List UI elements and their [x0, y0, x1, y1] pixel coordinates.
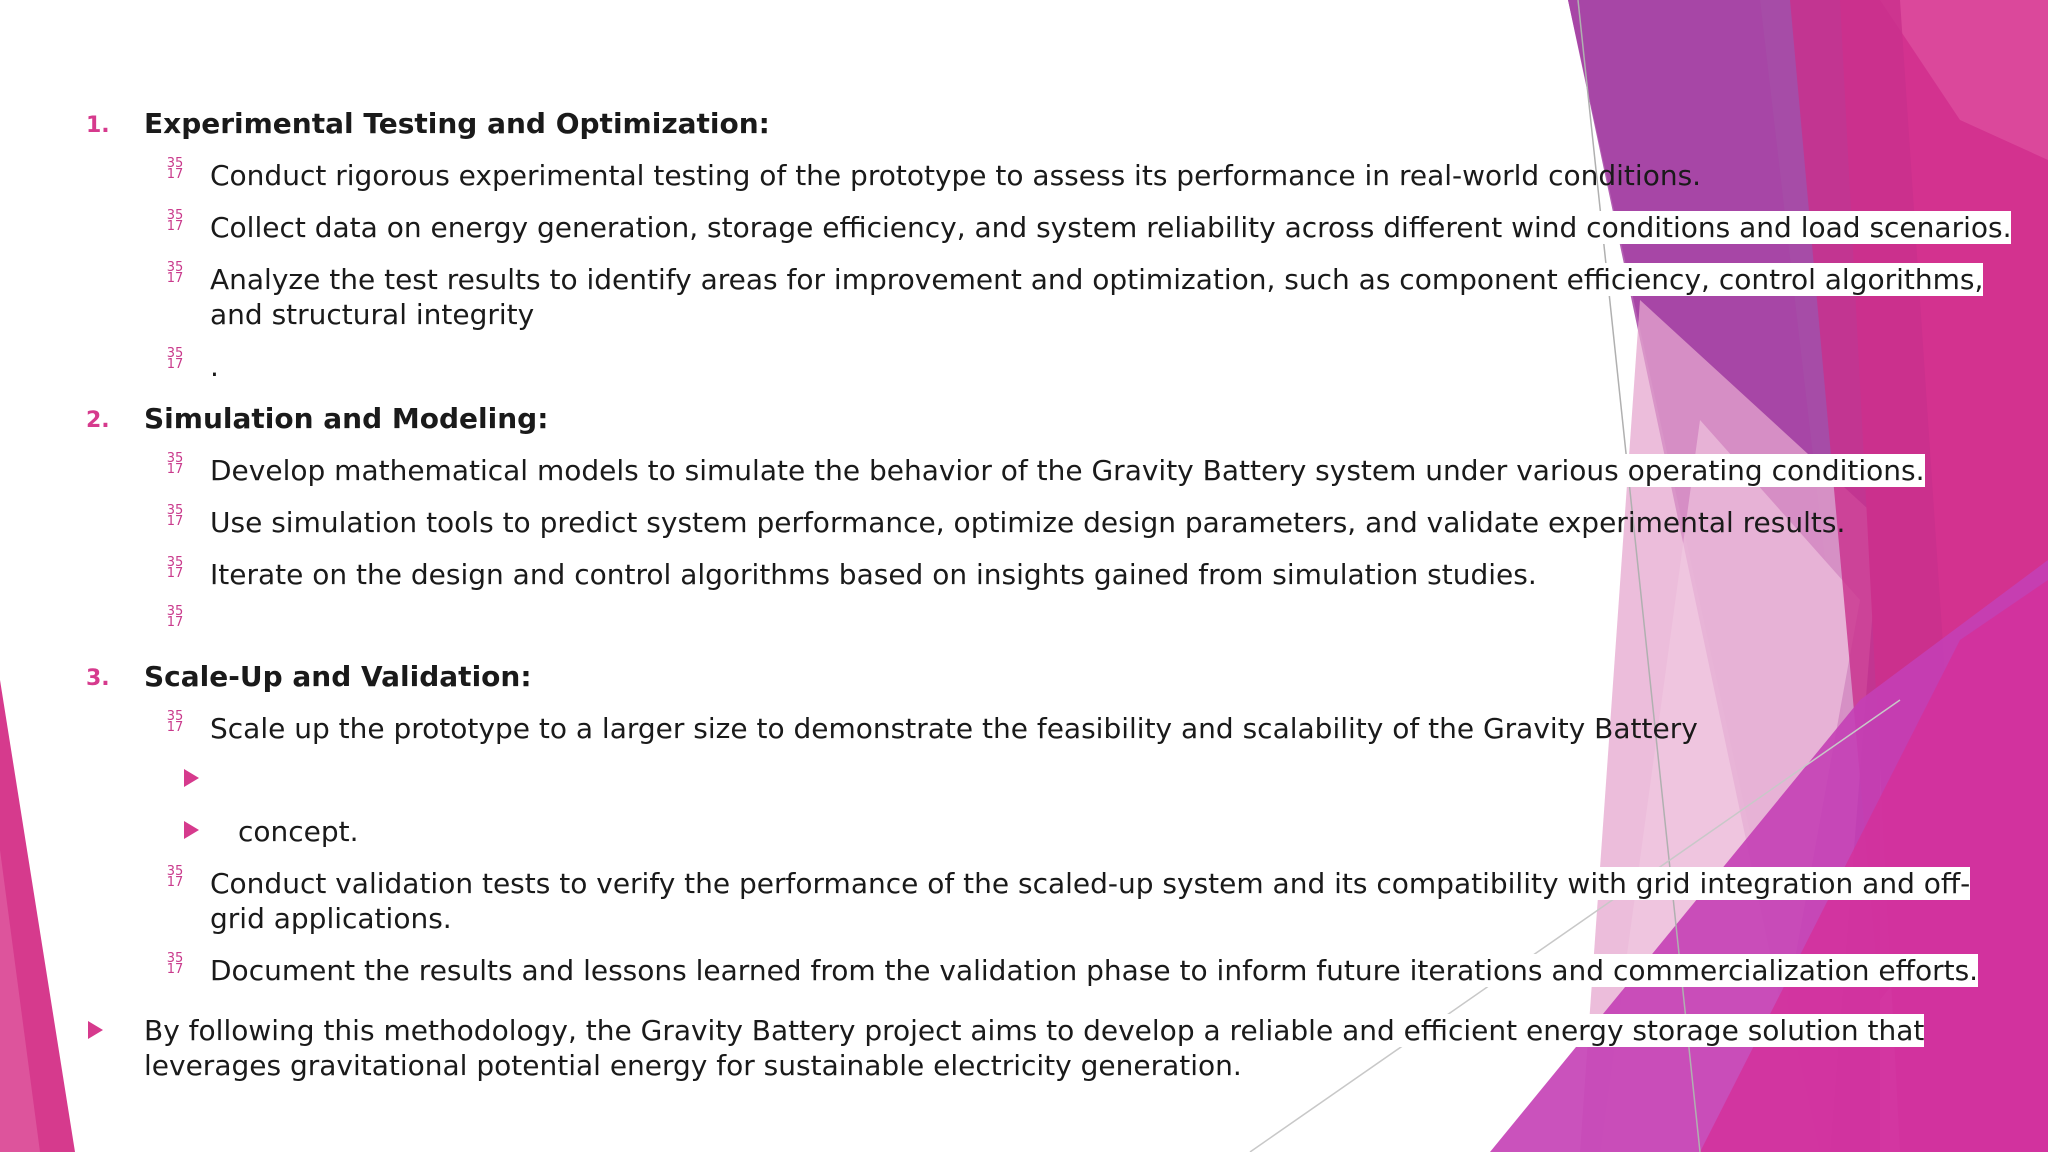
conclusion-text: By following this methodology, the Gravity Battery project aims to develop a reliable and efficient energy storage solution that: [144, 1014, 1925, 1047]
bullet-glyph-icon: 35 17: [166, 709, 184, 735]
conclusion-text-continuation: leverages gravitational potential energy for sustainable electricity generation.: [144, 1049, 1242, 1082]
bullet-glyph-icon: 35 17: [166, 156, 184, 182]
list-item: Collect data on energy generation, storage efficiency, and system reliability across different wind conditions and load scenarios.: [210, 211, 2012, 244]
list-item-continuation: and structural integrity: [210, 298, 535, 331]
section-heading: Scale-Up and Validation:: [144, 660, 532, 693]
bullet-glyph-icon: 35 17: [166, 260, 184, 286]
list-item: .: [210, 350, 219, 383]
bullet-glyph-icon: 35 17: [166, 951, 184, 977]
sub-list-item: concept.: [238, 815, 359, 848]
bullet-glyph-icon: 35 17: [166, 346, 184, 372]
section-heading: Experimental Testing and Optimization:: [144, 107, 770, 140]
bullet-glyph-icon: 35 17: [166, 503, 184, 529]
bullet-glyph-icon: 35 17: [166, 451, 184, 477]
list-item: Develop mathematical models to simulate the behavior of the Gravity Battery system under various operating conditions.: [210, 454, 1925, 487]
list-item-continuation: grid applications.: [210, 902, 452, 935]
bullet-glyph-icon: 35 17: [166, 864, 184, 890]
list-item: Use simulation tools to predict system performance, optimize design parameters, and validate experimental results.: [210, 506, 1846, 539]
bullet-glyph-icon: 35 17: [166, 604, 184, 630]
list-item: Analyze the test results to identify areas for improvement and optimization, such as component efficiency, control algorithms,: [210, 263, 1984, 296]
bullet-glyph-icon: 35 17: [166, 208, 184, 234]
section-heading: Simulation and Modeling:: [144, 402, 549, 435]
list-item: Iterate on the design and control algorithms based on insights gained from simulation studies.: [210, 558, 1537, 591]
triangle-bullet-icon: [184, 821, 199, 839]
triangle-bullet-icon: [88, 1021, 103, 1039]
section-number: 1.: [86, 113, 110, 138]
list-item: Conduct rigorous experimental testing of the prototype to assess its performance in real-world conditions.: [210, 159, 1702, 192]
triangle-bullet-icon: [184, 769, 199, 787]
section-number: 3.: [86, 666, 110, 691]
list-item: Scale up the prototype to a larger size to demonstrate the feasibility and scalability of the Gravity Battery: [210, 712, 1698, 745]
section-number: 2.: [86, 408, 110, 433]
list-item: Conduct validation tests to verify the performance of the scaled-up system and its compatibility with grid integration and off-: [210, 867, 1971, 900]
list-item: Document the results and lessons learned from the validation phase to inform future iterations and commercialization efforts.: [210, 954, 1979, 987]
bullet-glyph-icon: 35 17: [166, 555, 184, 581]
